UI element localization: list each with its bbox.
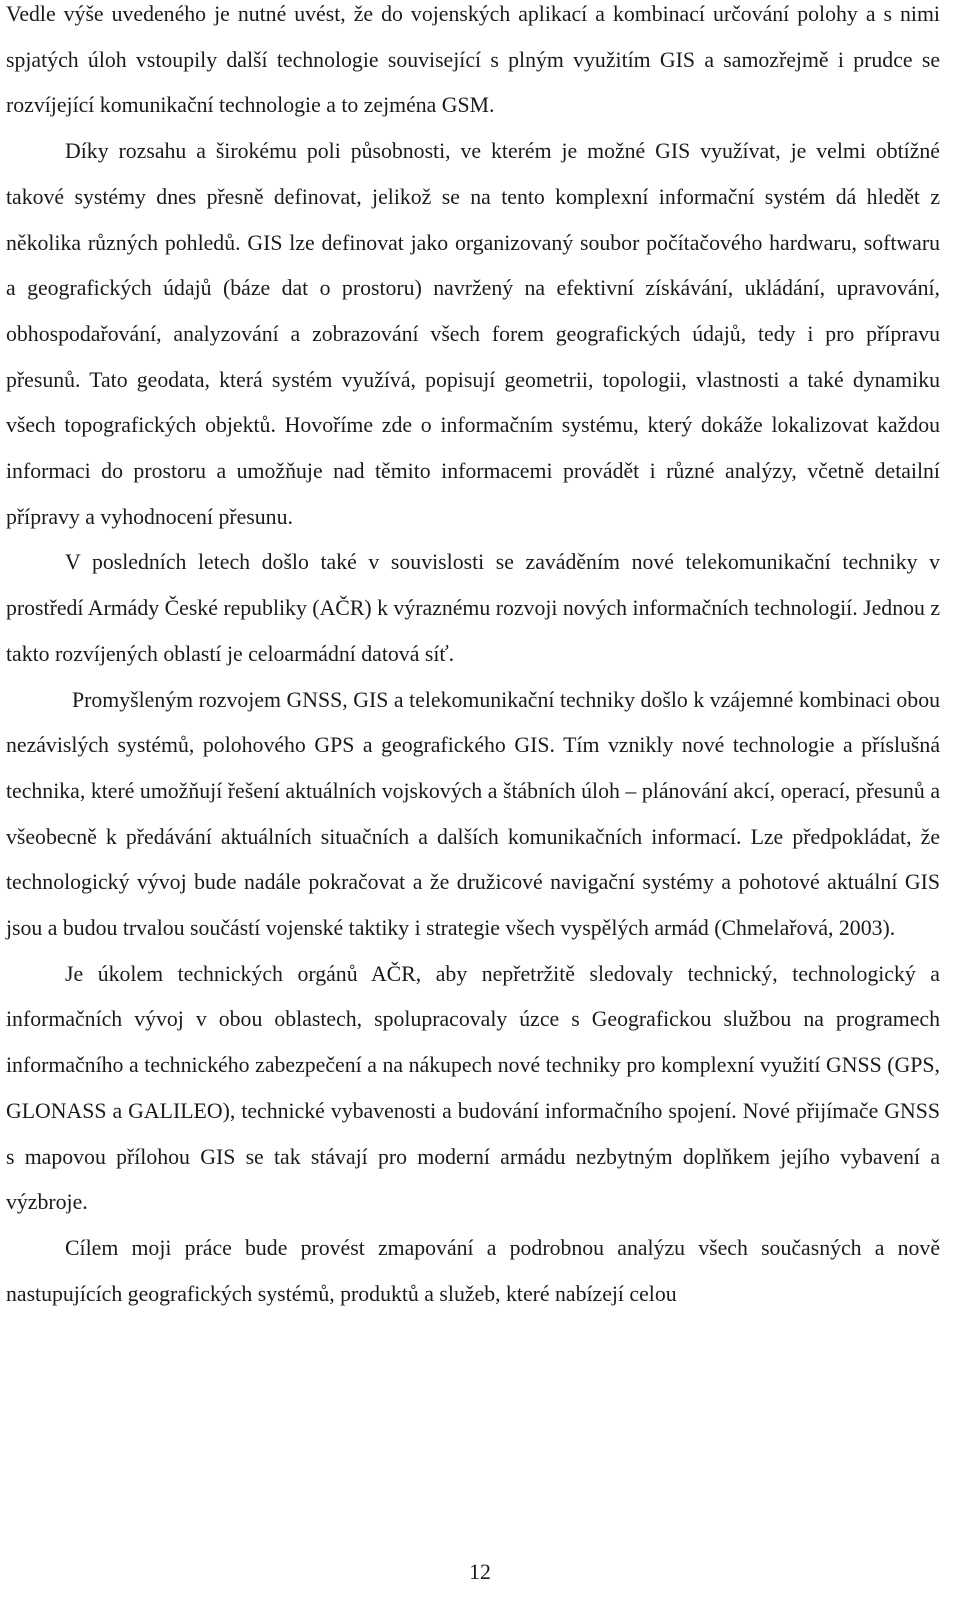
body-text (6, 0, 940, 1317)
page-number: 12 (469, 1560, 491, 1584)
paragraph-continuation: Vedle výše uvedeného je nutné uvést, že do vojenských aplikací a kombinací určování polohy a s nimi spjatých úloh vstoupily další technologie související s plným využitím GIS a samozřejmě i prudce se rozvíjející komunikační technologie a to zejména GSM. (6, 2, 940, 118)
paragraph-gis-definition: Díky rozsahu a širokému poli působnosti, ve kterém je možné GIS využívat, je velmi obtížné takové systémy dnes přesně definovat, jelikož se na tento komplexní informační systém dá hledět z několika různých pohledů. GIS lze definovat jako organizovaný soubor počítačového hardwaru, softwaru a geografických údajů (báze dat o prostoru) navržený na efektivní získávání, ukládání, upravování, obhospodařování, analyzování a zobrazování všech forem geografických údajů, tedy i pro přípravu přesunů. Tato geodata, která systém využívá, popisují geometrii, topologii, vlastnosti a také dynamiku všech topografických objektů. Hovoříme zde o informačním systému, který dokáže lokalizovat každou informaci do prostoru a umožňuje nad těmito informacemi provádět i různé analýzy, včetně detailní přípravy a vyhodnocení přesunu. (6, 139, 940, 529)
paragraph-technical-organs: Je úkolem technických orgánů AČR, aby nepřetržitě sledovaly technický, technologický a informačních vývoj v obou oblastech, spolupracovaly úzce s Geografickou službou na programech informačního a technického zabezpečení a na nákupech nové techniky pro komplexní využití GNSS (GPS, GLONASS a GALILEO), technické vybavenosti a budování informačního spojení. Nové přijímače GNSS s mapovou přílohou GIS se tak stávají pro moderní armádu nezbytným doplňkem jejího vybavení a výzbroje. (6, 961, 940, 1215)
paragraph-gnss-gis-combination: Promyšleným rozvojem GNSS, GIS a telekomunikační techniky došlo k vzájemné kombinaci obou nezávislých systémů, polohového GPS a geografického GIS. Tím vznikly nové technologie a příslušná technika, které umožňují řešení aktuálních vojskových a štábních úloh – plánování akcí, operací, přesunů a všeobecně k předávání aktuálních situačních a dalších komunikačních informací. Lze předpokládat, že technologický vývoj bude nadále pokračovat a že družicové navigační systémy a pohotové aktuální GIS jsou a budou trvalou součástí vojenské taktiky i strategie všech vyspělých armád (Chmelařová, 2003). (6, 687, 940, 941)
paragraph-thesis-goal: Cílem moji práce bude provést zmapování a podrobnou analýzu všech současných a nově nastupujících geografických systémů, produktů a služeb, které nabízejí celou (6, 1235, 940, 1306)
paragraph-acr-network: V posledních letech došlo také v souvislosti se zaváděním nové telekomunikační techniky v prostředí Armády České republiky (AČR) k výraznému rozvoji nových informačních technologií. Jednou z takto rozvíjených oblastí je celoarmádní datová síť. (6, 550, 941, 666)
